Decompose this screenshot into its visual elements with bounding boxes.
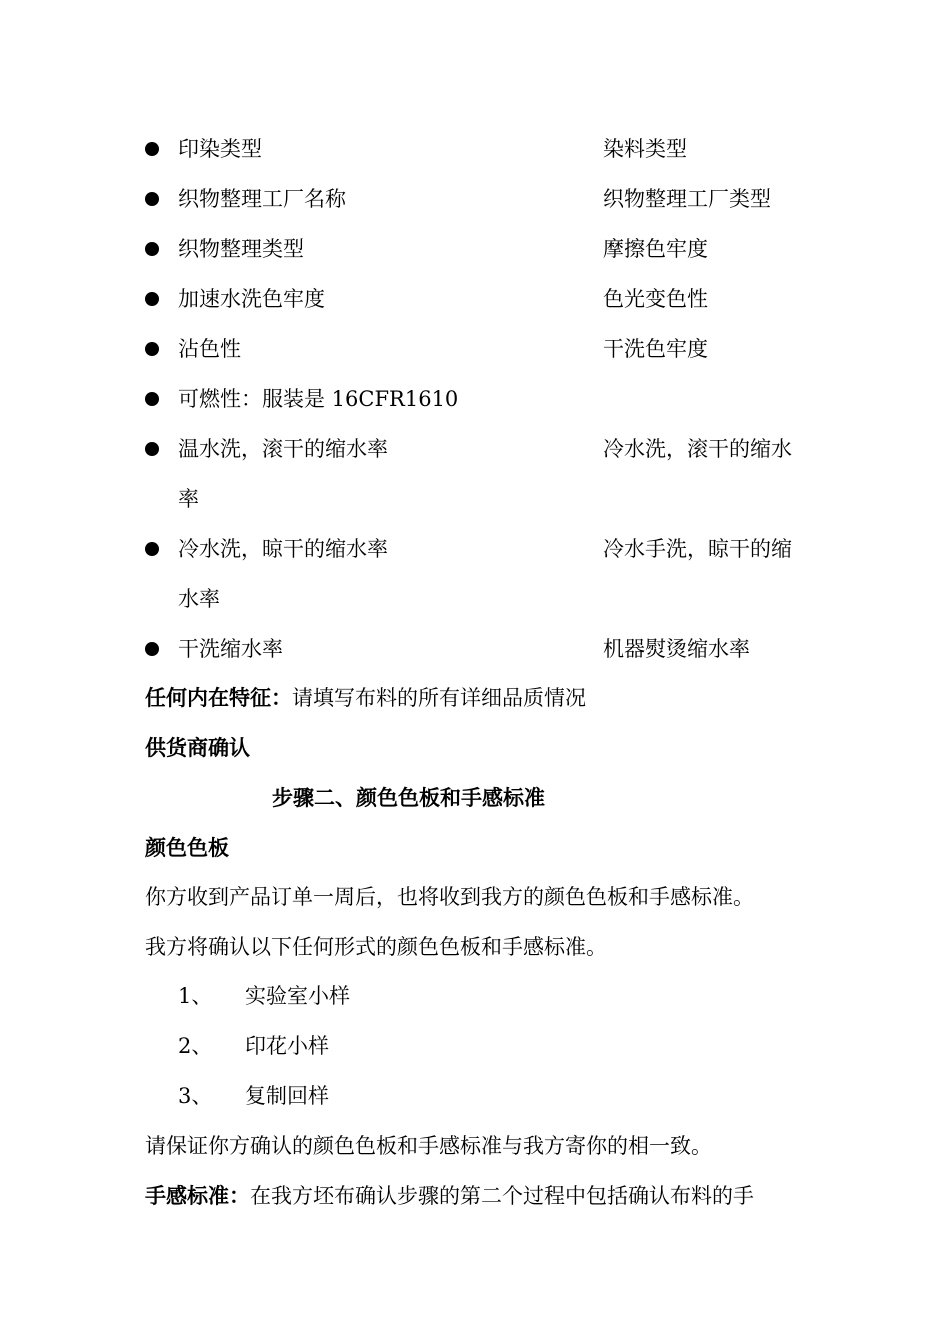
list-item-left: 沾色性 [178,337,241,361]
list-item-right: 染料类型 [603,137,687,161]
numbered-item-text: 复制回样 [245,1084,329,1108]
list-item [0,624,950,674]
list-item-right: 冷水洗，滚干的缩水 [603,437,792,461]
bullet-icon [145,342,159,356]
list-item [0,274,950,324]
numbered-item [0,971,950,1021]
list-item-left: 可燃性：服装是 16CFR1610 [178,387,459,411]
bullet-icon [145,542,159,556]
color-board-heading-row [0,823,950,873]
list-item-right: 摩擦色牢度 [603,237,708,261]
color-board-heading: 颜色色板 [145,835,229,860]
numbered-item-text: 印花小样 [245,1034,329,1058]
list-item-right: 色光变色性 [603,287,708,311]
list-item-left: 织物整理类型 [178,237,304,261]
list-item-left: 印染类型 [178,137,262,161]
list-item-left: 加速水洗色牢度 [178,287,325,311]
intrinsic-text: 请填写布料的所有详细品质情况 [292,686,586,710]
list-item-right: 冷水手洗，晾干的缩 [603,537,792,561]
list-item [0,174,950,224]
paragraph-text: 你方收到产品订单一周后，也将收到我方的颜色色板和手感标准。 [145,885,754,909]
list-item-right: 织物整理工厂类型 [603,187,771,211]
bullet-icon [145,292,159,306]
list-item-right: 干洗色牢度 [603,337,708,361]
list-item-continuation-text: 水率 [178,587,220,611]
hand-feel-label: 手感标准： [145,1183,250,1208]
supplier-confirm [0,723,950,773]
list-item-continuation [0,474,950,524]
numbered-item-number: 2、 [178,1034,213,1058]
paragraph-text: 我方将确认以下任何形式的颜色色板和手感标准。 [145,935,607,959]
list-item [0,424,950,474]
bullet-icon [145,642,159,656]
list-item [0,524,950,574]
hand-feel-paragraph [0,1171,950,1221]
paragraph [0,872,950,922]
numbered-item-text: 实验室小样 [245,984,350,1008]
bullet-icon [145,442,159,456]
supplier-confirm-text: 供货商确认 [145,735,250,760]
list-item-left: 干洗缩水率 [178,637,283,661]
paragraph [0,922,950,972]
intrinsic-line [145,673,586,723]
numbered-item-number: 1、 [178,984,213,1008]
hand-feel-text: 在我方坯布确认步骤的第二个过程中包括确认布料的手 [250,1184,754,1208]
hand-feel-line [145,1171,754,1221]
step-heading-row [0,773,950,823]
bullet-icon [145,142,159,156]
numbered-item [0,1021,950,1071]
intrinsic-paragraph [0,673,950,723]
list-item-left: 温水洗，滚干的缩水率 [178,437,388,461]
paragraph [0,1121,950,1171]
list-item-left: 冷水洗，晾干的缩水率 [178,537,388,561]
list-item-right: 机器熨烫缩水率 [603,637,750,661]
numbered-item-number: 3、 [178,1084,213,1108]
bullet-icon [145,242,159,256]
list-item [0,224,950,274]
intrinsic-label: 任何内在特征： [145,685,292,710]
bullet-icon [145,392,159,406]
list-item-continuation-text: 率 [178,487,199,511]
list-item-left: 织物整理工厂名称 [178,187,346,211]
list-item [0,324,950,374]
paragraph-text: 请保证你方确认的颜色色板和手感标准与我方寄你的相一致。 [145,1134,712,1158]
step-heading: 步骤二、颜色色板和手感标准 [272,785,545,810]
numbered-item [0,1071,950,1121]
list-item [0,374,950,424]
list-item-continuation [0,574,950,624]
bullet-icon [145,192,159,206]
list-item [0,124,950,174]
